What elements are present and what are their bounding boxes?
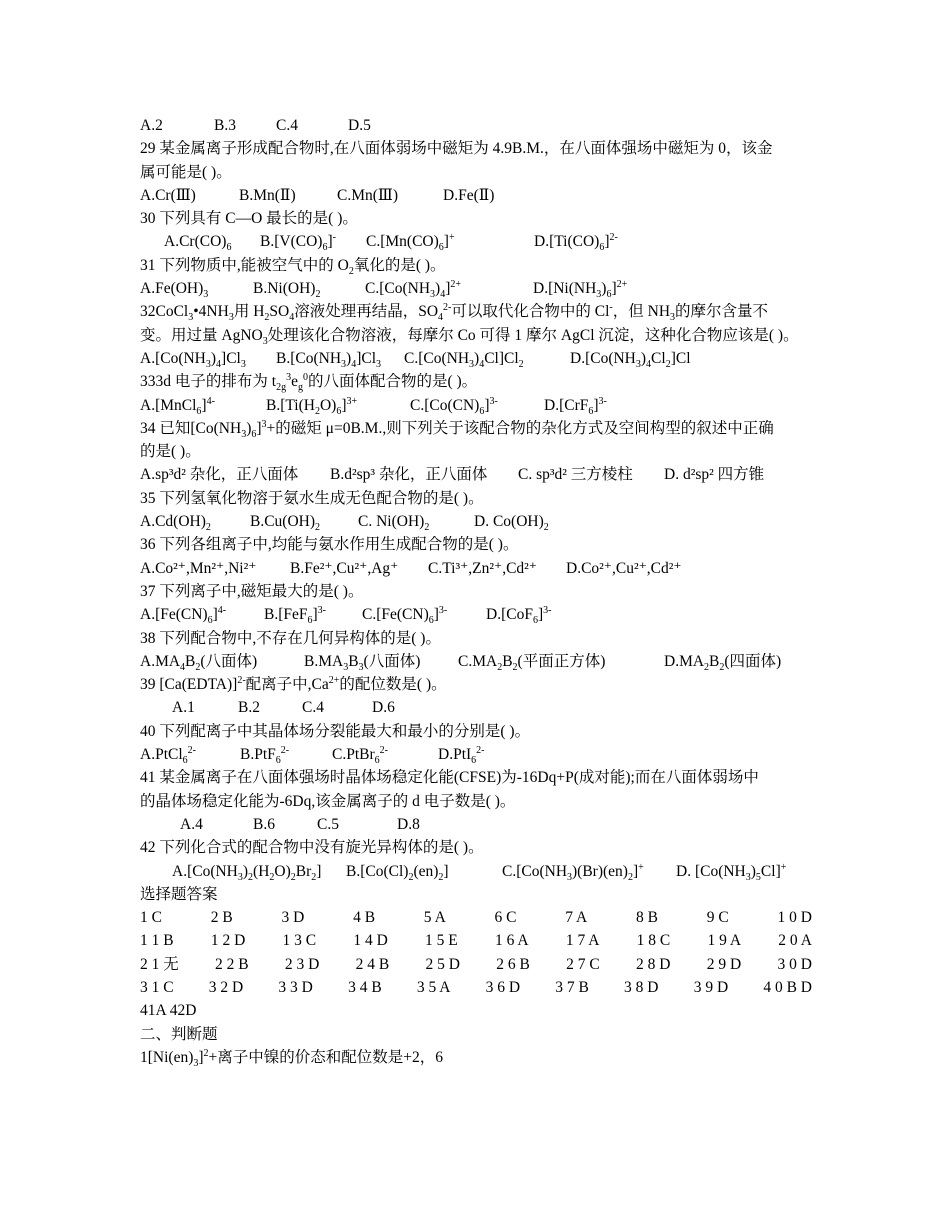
q35-option-a: $A.Cd(OH)_2$ bbox=[140, 513, 211, 534]
q31-option-b: $B.Ni(OH)_2$ bbox=[253, 280, 321, 301]
q41-option-a: A.4 bbox=[180, 815, 203, 833]
q34-option-a: A.sp³d² 杂化，正八面体 bbox=[140, 466, 299, 484]
q28-options bbox=[140, 114, 812, 137]
q34-stem: 34 已知$[Co(NH_3)_6]^3+$的磁矩 μ=0B.M.,则下列关于该配合物的杂化方式及空间构型的叙述中正确 bbox=[140, 418, 774, 440]
q31-option-a: $A.Fe(OH)_3$ bbox=[140, 280, 209, 301]
q33-options bbox=[140, 394, 812, 417]
q41-option-c: C.5 bbox=[317, 815, 339, 833]
answer-item: 1 1 B bbox=[140, 932, 174, 950]
answers-last: 41A 42D bbox=[140, 1002, 197, 1020]
q32-option-d: $D.[Co(NH_3)_4Cl_2]Cl$ bbox=[570, 349, 691, 370]
answer-item: 2 9 D bbox=[706, 955, 742, 973]
answer-item: 1 9 A bbox=[707, 932, 742, 950]
answers-row-3 bbox=[140, 953, 812, 976]
q36-options bbox=[140, 557, 812, 580]
q35-option-c: C. $Ni(OH)_2$ bbox=[358, 513, 430, 534]
q32-option-b: $B.[Co(NH_3)_4]Cl_3$ bbox=[276, 349, 381, 370]
q38-option-d: $D.MA_2B_2$(四面体) bbox=[664, 652, 782, 673]
q31-option-c: $C.[Co(NH_3)_4]^{2+}$ bbox=[365, 279, 461, 301]
q40-option-a: A.PtCl$_6^{2-}$ bbox=[140, 745, 196, 767]
q35-option-d: D. $Co(OH)_2$ bbox=[474, 513, 549, 534]
q42-stem: 42 下列化合式的配合物中没有旋光异构体的是( )。 bbox=[140, 839, 484, 857]
q35-options bbox=[140, 510, 812, 533]
q40-option-d: D.PtI$_6^{2-}$ bbox=[438, 745, 485, 767]
answer-item: 6 C bbox=[494, 909, 517, 927]
answer-item: 2 2 B bbox=[215, 955, 249, 973]
answer-item: 1 3 C bbox=[282, 932, 317, 950]
q36-option-a: A.Co²⁺,Mn²⁺,Ni²⁺ bbox=[140, 559, 257, 577]
q37-option-d: $D.[CoF_6]^{3-}$ bbox=[486, 605, 552, 627]
q30-option-c: $C.[Mn(CO)_6]^+$ bbox=[366, 232, 455, 254]
q29-stem: 29 某金属离子形成配合物时,在八面体弱场中磁矩为 4.9B.M.，在八面体强场中磁矩为 0，该金 bbox=[140, 140, 773, 158]
answer-item: 4 0 B D bbox=[763, 978, 812, 996]
q34-option-d: D. d²sp² 四方锥 bbox=[664, 466, 765, 484]
q28-option-c: C.4 bbox=[276, 117, 298, 134]
q38-option-c: $C.MA_2B_2$(平面正方体) bbox=[458, 652, 606, 673]
q33-option-a: A.[MnCl$_6$]$^{4-}$ bbox=[140, 395, 215, 417]
q38-option-b: $B.MA_3B_3$(八面体) bbox=[304, 652, 421, 673]
q39-stem: 39 [Ca(EDTA)]$^{2-}$配离子中$,Ca^{2+}$的配位数是( )。 bbox=[140, 675, 447, 694]
answer-item: 2 4 B bbox=[355, 955, 390, 973]
q31-stem: 31 下列物质中,能被空气中的 $O_2$氧化的是( )。 bbox=[140, 256, 446, 277]
answer-item: 2 8 D bbox=[636, 955, 671, 973]
q29-option-b: B.Mn(Ⅱ) bbox=[239, 186, 296, 204]
q29-stem-cont: 属可能是( )。 bbox=[140, 163, 232, 181]
answers-heading: 选择题答案 bbox=[140, 885, 218, 903]
answer-item: 8 B bbox=[636, 909, 658, 927]
answer-item: 1 4 D bbox=[353, 932, 388, 950]
q34-stem-cont: 的是( )。 bbox=[140, 443, 201, 461]
answer-item: 3 8 D bbox=[624, 978, 659, 996]
q40-stem: 40 下列配离子中其晶体场分裂能最大和最小的分别是( )。 bbox=[140, 722, 531, 740]
q39-option-d: D.6 bbox=[372, 699, 395, 717]
answer-item: 3 1 C bbox=[140, 978, 174, 996]
q37-option-c: $C.[Fe(CN)_6]^{3-}$ bbox=[362, 605, 448, 627]
q34-options bbox=[140, 463, 812, 486]
q41-stem-cont: 的晶体场稳定化能为-6Dq,该金属离子的 d 电子数是( )。 bbox=[140, 792, 516, 810]
q29-option-c: C.Mn(Ⅲ) bbox=[337, 186, 399, 204]
answer-item: 9 C bbox=[706, 909, 729, 927]
answer-item: 1 2 D bbox=[210, 932, 246, 950]
answers-row-4 bbox=[140, 976, 812, 999]
q36-option-c: C.Ti³⁺,Zn²⁺,Cd²⁺ bbox=[428, 559, 537, 577]
answer-item: 3 5 A bbox=[416, 978, 451, 996]
answer-item: 3 4 B bbox=[348, 978, 382, 996]
q32-stem: $32CoCl_3•4NH_3$用 $H_2SO_4$溶液处理再结晶，$SO_4^{2-}$可以取代化合物中的 Cl-，但 $NH_3$的摩尔含量不 bbox=[140, 302, 769, 324]
answer-item: 3 0 D bbox=[777, 955, 812, 973]
answer-item: 2 6 B bbox=[496, 955, 530, 973]
answer-item: 2 1 无 bbox=[140, 955, 179, 973]
q42-option-c: $C.[Co(NH_3)(Br)(en)_2]^+$ bbox=[502, 861, 644, 883]
answer-item: 1 8 C bbox=[636, 932, 671, 950]
q41-option-b: B.6 bbox=[253, 815, 275, 833]
answer-item: 1 0 D bbox=[777, 909, 812, 927]
q30-option-d: $D.[Ti(CO)_6]^{2-}$ bbox=[534, 232, 618, 254]
q32-option-c: $C.[Co(NH_3)_4Cl]Cl_2$ bbox=[404, 349, 524, 370]
document-page bbox=[140, 114, 812, 1069]
q32-options bbox=[140, 347, 812, 370]
q40-option-c: C.PtBr$_6^{2-}$ bbox=[332, 745, 388, 767]
q33-option-d: $D.[CrF_6]^{3-}$ bbox=[544, 395, 607, 417]
q39-option-c: C.4 bbox=[302, 699, 324, 717]
answer-item: 1 6 A bbox=[494, 932, 529, 950]
answer-item: 2 0 A bbox=[778, 932, 812, 950]
q42-option-d: D. $[Co(NH_3)_5Cl]^+$ bbox=[676, 861, 787, 883]
q39-options bbox=[140, 696, 812, 719]
q42-option-b: $B.[Co(Cl)_2(en)_2]$ bbox=[346, 862, 449, 883]
q30-options bbox=[140, 230, 812, 253]
answer-item: 3 6 D bbox=[485, 978, 521, 996]
q34-option-b: B.d²sp³ 杂化，正八面体 bbox=[330, 466, 488, 484]
answer-item: 7 A bbox=[565, 909, 588, 927]
q42-option-a: $A.[Co(NH_3)_2(H_2O)_2Br_2]$ bbox=[172, 862, 322, 883]
q32-stem-cont: 变。用过量 AgNO$_3$处理该化合物溶液，每摩尔 Co 可得 1 摩尔 AgCl 沉淀，这种化合物应该是( )。 bbox=[140, 326, 799, 347]
answer-item: 4 B bbox=[353, 909, 376, 927]
q29-option-d: D.Fe(Ⅱ) bbox=[443, 186, 495, 204]
q36-stem: 36 下列各组离子中,均能与氨水作用生成配合物的是( )。 bbox=[140, 536, 519, 554]
answer-item: 1 C bbox=[140, 909, 162, 927]
q37-options bbox=[140, 603, 812, 626]
answer-item: 2 7 C bbox=[566, 955, 600, 973]
q32-option-a: $A.[Co(NH_3)_4]Cl_3$ bbox=[140, 349, 246, 370]
q29-option-a: A.Cr(Ⅲ) bbox=[140, 186, 196, 204]
answers-row-1 bbox=[140, 906, 812, 929]
answer-item: 2 B bbox=[210, 909, 233, 927]
q28-option-b: B.3 bbox=[214, 117, 236, 134]
section-title: 二、判断题 bbox=[140, 1025, 218, 1043]
q37-stem: 37 下列离子中,磁矩最大的是( )。 bbox=[140, 582, 364, 600]
q38-options bbox=[140, 650, 812, 673]
q30-option-b: $B.[V(CO)_6]^-$ bbox=[260, 232, 336, 254]
answer-item: 3 3 D bbox=[278, 978, 313, 996]
tf-question-1: $1[Ni(en)_3]^2+$离子中镍的价态和配位数是+2，6 bbox=[140, 1047, 444, 1069]
q36-option-b: B.Fe²⁺,Cu²⁺,Ag⁺ bbox=[290, 559, 399, 577]
q28-option-a: A.2 bbox=[140, 117, 163, 134]
answer-item: 3 9 D bbox=[693, 978, 729, 996]
q35-option-b: $B.Cu(OH)_2$ bbox=[250, 513, 321, 534]
q30-option-a: $A.Cr(CO)_6$ bbox=[164, 233, 232, 254]
q35-stem: 35 下列氢氧化物溶于氨水生成无色配合物的是( )。 bbox=[140, 489, 484, 507]
q34-option-c: C. sp³d² 三方棱柱 bbox=[518, 466, 633, 484]
q36-option-d: D.Co²⁺,Cu²⁺,Cd²⁺ bbox=[566, 559, 682, 577]
q31-options bbox=[140, 277, 812, 300]
q39-option-a: A.1 bbox=[172, 699, 195, 717]
q41-options bbox=[140, 813, 812, 836]
q40-options bbox=[140, 743, 812, 766]
answer-item: 1 5 E bbox=[425, 932, 458, 950]
q39-option-b: B.2 bbox=[238, 699, 260, 717]
q30-stem: 30 下列具有 C—O 最长的是( )。 bbox=[140, 210, 358, 228]
q33-stem: 333d 电子的排布为 $t_{2g}^3e_g^0$的八面体配合物的是( )。 bbox=[140, 372, 478, 394]
q33-option-b: $B.[Ti(H_2O)_6]^{3+}$ bbox=[266, 395, 358, 417]
q38-stem: 38 下列配合物中,不存在几何异构体的是( )。 bbox=[140, 629, 441, 647]
q41-stem: 41 某金属离子在八面体强场时晶体场稳定化能(CFSE)为-16Dq+P(成对能);而在八面体弱场中 bbox=[140, 769, 759, 787]
q41-option-d: D.8 bbox=[397, 815, 420, 833]
q31-option-d: $D.[Ni(NH_3)_6]^{2+}$ bbox=[533, 279, 628, 301]
answers-row-2 bbox=[140, 929, 812, 952]
q37-option-b: $B.[FeF_6]^{3-}$ bbox=[264, 605, 327, 627]
q40-option-b: B.PtF$_6^{2-}$ bbox=[240, 745, 290, 767]
q42-options bbox=[140, 860, 812, 883]
q38-option-a: $A.MA_4B_2$(八面体) bbox=[140, 652, 258, 673]
answer-item: 1 7 A bbox=[565, 932, 600, 950]
q33-option-c: $C.[Co(CN)_6]^{3-}$ bbox=[410, 395, 498, 417]
answer-item: 3 2 D bbox=[208, 978, 244, 996]
q29-options bbox=[140, 184, 812, 207]
answer-item: 2 5 D bbox=[425, 955, 460, 973]
answer-item: 2 3 D bbox=[284, 955, 320, 973]
answer-item: 3 7 B bbox=[555, 978, 589, 996]
q28-option-d: D.5 bbox=[348, 117, 371, 134]
answer-item: 3 D bbox=[281, 909, 305, 927]
answer-item: 5 A bbox=[423, 909, 446, 927]
q37-option-a: $A.[Fe(CN)_6]^{4-}$ bbox=[140, 605, 227, 627]
